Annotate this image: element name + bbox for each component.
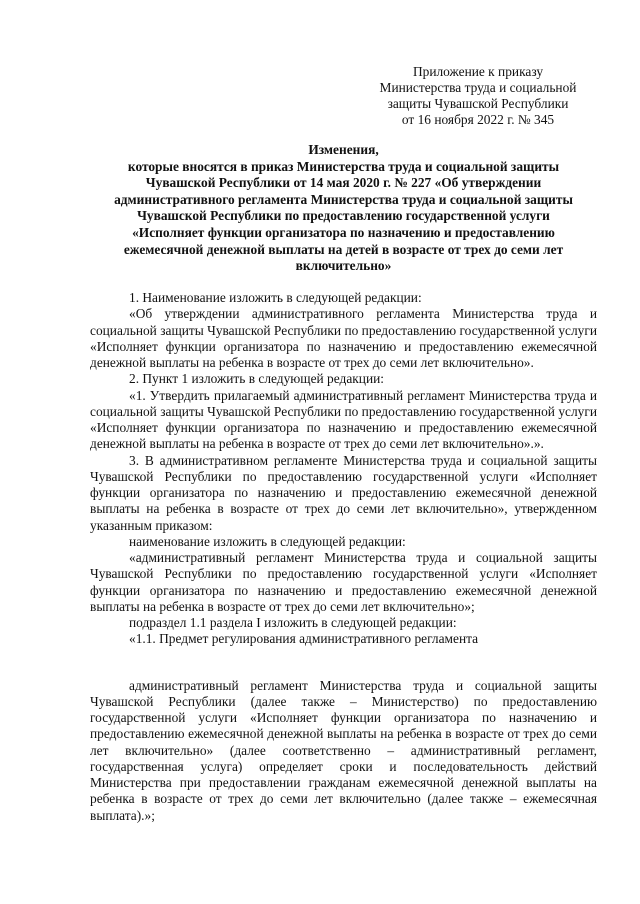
title-line: «Исполняет функции организатора по назначению и предоставлению (132, 224, 555, 240)
title-line: Чувашской Республики от 14 мая 2020 г. № 227 «Об утверждении (145, 175, 542, 191)
title-line: которые вносятся в приказ Министерства труда и социальной защиты (127, 158, 560, 174)
paragraph-subsection: подраздел 1.1 раздела I изложить в следующей редакции: (129, 615, 457, 630)
appendix-line: Министерства труда и социальной (379, 80, 577, 95)
paragraph-item-3: 3. В административном регламенте Министерства труда и социальной защиты Чувашской Республики по предоставлению государственной услуги «Исполняет функции организатора по назначению и предоставлению ежемесячной денежной выплаты на ребенка в возрасте от трех до семи лет включительно», утвержденном указанным приказом: (90, 452, 597, 533)
paragraph-item-1: 1. Наименование изложить в следующей редакции: (129, 290, 422, 305)
paragraph-subsection-title: «1.1. Предмет регулирования административного регламента (129, 631, 479, 647)
paragraph-subject-regulation: административный регламент Министерства труда и социальной защиты Чувашской Республики (далее также – Министерство) по предоставлению государственной услуги «Исполняет функции организатора по назначению и предоставлению ежемесячной денежной выплаты на ребенка в возрасте от трех до семи лет включительно» (далее соответственно – административный регламент, государственная услуга) определяет сроки и последовательность действий Министерства при предоставлении гражданам ежемесячной денежной выплаты на ребенка в возрасте от трех до семи лет включительно (далее также – ежемесячная выплата).»; (90, 677, 597, 823)
paragraph-quote-point-1: «1. Утвердить прилагаемый административный регламент Министерства труда и социальной защиты Чувашской Республики по предоставлению государственной услуги «Исполняет функции организатора по назначению и предоставлению ежемесячной денежной выплаты на ребенка в возрасте от трех до семи лет включительно».». (90, 387, 597, 452)
paragraph-item-2: 2. Пункт 1 изложить в следующей редакции: (129, 371, 385, 387)
paragraph-naming: наименование изложить в следующей редакции: (129, 533, 406, 549)
title-line: Чувашской Республики по предоставлению государственной услуги (137, 208, 550, 224)
document-title (90, 142, 597, 275)
appendix-line: Приложение к приказу (412, 64, 544, 79)
blank-gap (90, 648, 597, 678)
title-line: ежемесячной денежной выплаты на детей в возрасте от трех до семи лет (123, 241, 564, 257)
appendix-line: защиты Чувашской Республики (387, 96, 569, 111)
appendix-note (360, 64, 596, 128)
paragraph-quote-title: «Об утверждении административного регламента Министерства труда и социальной защиты Чувашской Республики по предоставлению государственной услуги «Исполняет функции организатора по назначению и предоставлению ежемесячной денежной выплаты на ребенка в возрасте от трех до семи лет включительно». (90, 306, 597, 370)
document-body (90, 290, 597, 824)
title-line: включительно» (295, 258, 392, 274)
appendix-line: от 16 ноября 2022 г. № 345 (401, 112, 555, 127)
paragraph-quote-regulation-name: «административный регламент Министерства труда и социальной защиты Чувашской Республики по предоставлению государственной услуги «Исполняет функции организатора по назначению и предоставлению ежемесячной денежной выплаты на ребенка в возрасте от трех до семи лет включительно»; (90, 550, 597, 614)
title-line: Изменения, (308, 142, 379, 157)
title-line: административного регламента Министерства труда и социальной защиты (114, 191, 573, 207)
